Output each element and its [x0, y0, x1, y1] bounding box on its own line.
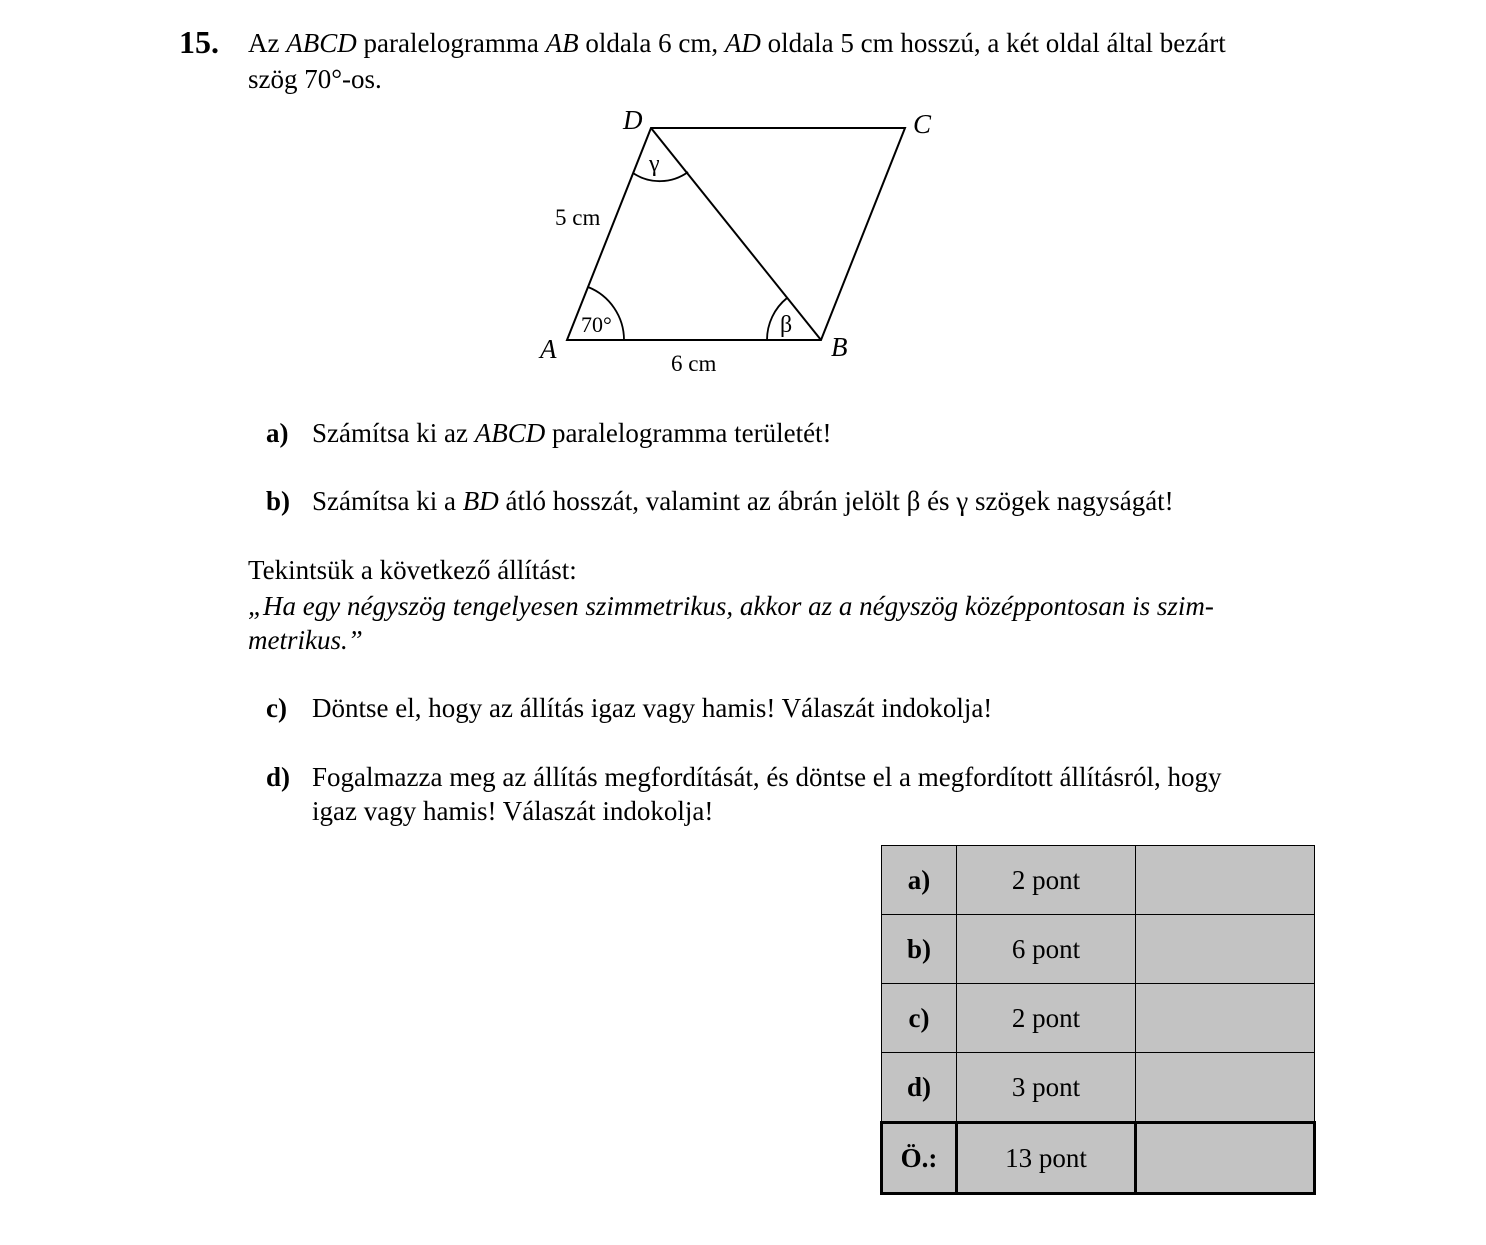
- statement-quote-line2: metrikus.”: [248, 625, 363, 655]
- problem-number: 15.: [179, 24, 219, 60]
- vertex-label-d: D: [623, 105, 643, 135]
- angle-label-gamma: γ: [649, 151, 660, 177]
- score-row-c: [882, 984, 1315, 1053]
- score-points: 3 pont: [957, 1053, 1136, 1123]
- task-a-text: Számítsa ki az: [312, 418, 475, 448]
- task-a-abcd: ABCD: [474, 418, 546, 448]
- score-earned: [1136, 984, 1315, 1053]
- score-row-d: [882, 1053, 1315, 1123]
- task-d-letter: d): [266, 762, 291, 792]
- task-b-text: átló hosszát, valamint az ábrán jelölt β és γ szögek nagyságát!: [498, 486, 1174, 516]
- task-a-letter: a): [266, 418, 289, 448]
- problem-intro-line2: szög 70°-os.: [248, 64, 382, 94]
- score-part: c): [882, 984, 957, 1053]
- score-points: 2 pont: [957, 984, 1136, 1053]
- score-earned: [1136, 915, 1315, 984]
- task-d-text-line2: igaz vagy hamis! Válaszát indokolja!: [312, 796, 714, 826]
- score-points: 2 pont: [957, 846, 1136, 915]
- vertex-label-b: B: [831, 332, 848, 362]
- intro-text: paralelogramma: [356, 28, 546, 58]
- vertex-label-a: A: [540, 334, 557, 364]
- parallelogram-figure: [0, 0, 1486, 400]
- task-d-text-line1: Fogalmazza meg az állítás megfordítását, és döntse el a megfordított állításról, hogy: [312, 762, 1222, 792]
- vertex-label-c: C: [913, 109, 932, 139]
- score-row-a: [882, 846, 1315, 915]
- side-label-ad: 5 cm: [555, 205, 601, 230]
- task-a: [266, 416, 832, 450]
- task-c-text: Döntse el, hogy az állítás igaz vagy hamis! Válaszát indokolja!: [312, 693, 993, 723]
- score-row-total: [882, 1123, 1315, 1194]
- statement-lead: Tekintsük a következő állítást:: [248, 555, 577, 585]
- intro-text: oldala 5 cm hosszú, a két oldal által bezárt: [760, 28, 1226, 58]
- score-points: 6 pont: [957, 915, 1136, 984]
- statement-quote-line1: „Ha egy négyszög tengelyesen szimmetrikus, akkor az a négyszög középpontosan is szim-: [248, 591, 1214, 621]
- score-row-b: [882, 915, 1315, 984]
- intro-ad: AD: [724, 28, 761, 58]
- task-b-text: Számítsa ki a: [312, 486, 463, 516]
- intro-ab: AB: [545, 28, 579, 58]
- task-b: [266, 484, 1174, 518]
- intro-text: oldala 6 cm,: [578, 28, 725, 58]
- angle-arc-gamma: [633, 172, 688, 181]
- intro-abcd: ABCD: [286, 28, 357, 58]
- score-part: b): [882, 915, 957, 984]
- score-table: [880, 845, 1316, 1195]
- task-b-letter: b): [266, 486, 291, 516]
- task-b-bd: BD: [462, 486, 499, 516]
- task-c-letter: c): [266, 693, 287, 723]
- intro-text: Az: [248, 28, 287, 58]
- score-points: 13 pont: [957, 1123, 1136, 1194]
- task-a-text: paralelogramma területét!: [545, 418, 832, 448]
- task-c: [266, 691, 992, 725]
- side-label-ab: 6 cm: [671, 351, 717, 376]
- angle-label-a: 70°: [581, 312, 612, 337]
- score-part: d): [882, 1053, 957, 1123]
- diagonal-bd: [651, 128, 821, 340]
- score-earned: [1136, 1123, 1315, 1194]
- score-part: a): [882, 846, 957, 915]
- task-d: [266, 760, 1221, 794]
- angle-label-beta: β: [780, 312, 793, 338]
- score-earned: [1136, 1053, 1315, 1123]
- score-part: Ö.:: [882, 1123, 957, 1194]
- score-earned: [1136, 846, 1315, 915]
